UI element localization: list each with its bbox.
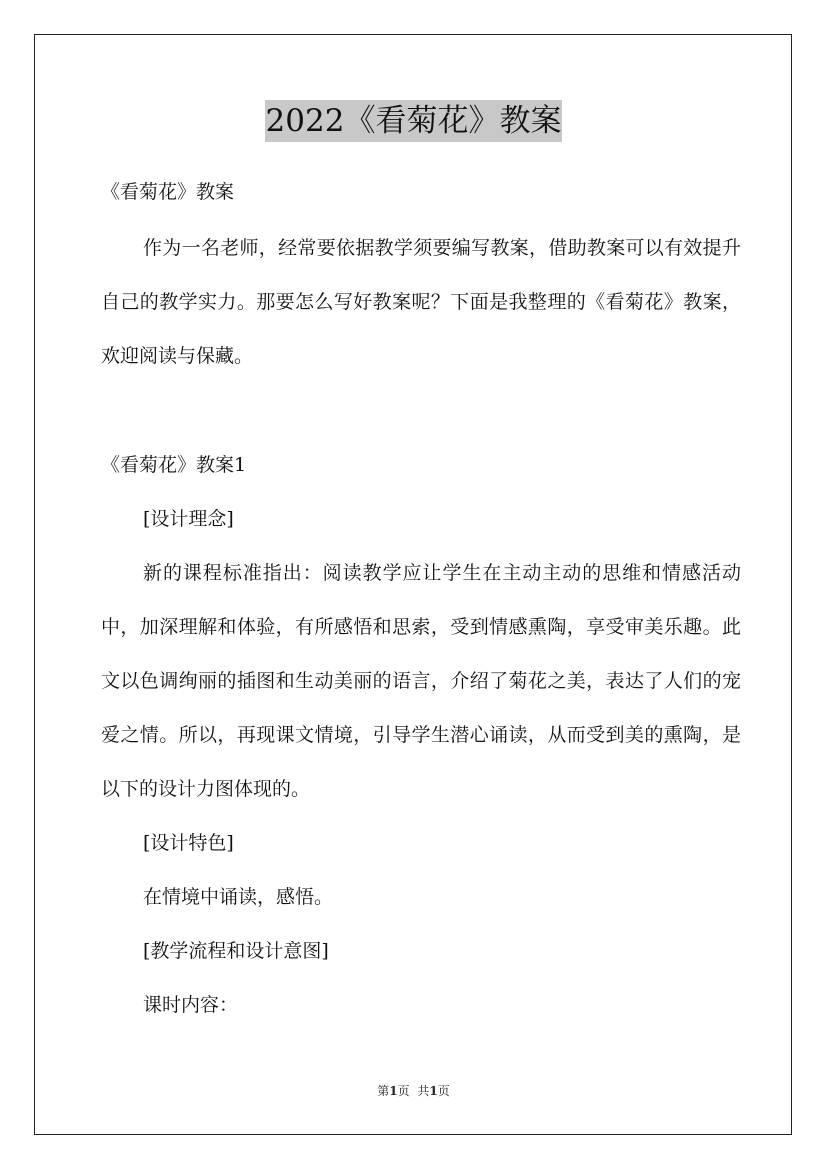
- design-concept-paragraph: 新的课程标准指出：阅读教学应让学生在主动主动的思维和情感活动中，加深理解和体验，有所感悟和思索，受到情感熏陶，享受审美乐趣。此文以色调绚丽的插图和生动美丽的语言，介绍了菊花之美，表达了人们的宠爱之情。所以，再现课文情境，引导学生潜心诵读，从而受到美的熏陶，是以下的设计力图体现的。: [101, 562, 741, 800]
- document-title: 2022《看菊花》教案: [265, 100, 563, 142]
- footer-total-suffix: 页: [437, 1084, 450, 1098]
- section-heading: 《看菊花》教案1: [101, 454, 247, 476]
- footer-total-prefix: 共: [417, 1084, 430, 1098]
- footer-page-suffix: 页: [397, 1084, 410, 1098]
- footer-total-number: 1: [429, 1084, 438, 1098]
- footer-page-number: 1: [389, 1084, 398, 1098]
- footer-page-prefix: 第: [377, 1084, 390, 1098]
- design-feature-label: [设计特色]: [143, 832, 234, 854]
- title-wrap: [0, 100, 827, 142]
- design-feature-paragraph: 在情境中诵读，感悟。: [143, 886, 334, 908]
- process-label: [教学流程和设计意图]: [143, 940, 329, 962]
- document-subtitle: 《看菊花》教案: [101, 181, 235, 203]
- intro-paragraph: 作为一名老师，经常要依据教学须要编写教案，借助教案可以有效提升自己的教学实力。那要怎么写好教案呢？下面是我整理的《看菊花》教案，欢迎阅读与保藏。: [101, 237, 741, 367]
- design-concept-label: [设计理念]: [143, 508, 234, 530]
- lesson-content-label: 课时内容：: [143, 994, 239, 1016]
- page-footer: [0, 1082, 827, 1099]
